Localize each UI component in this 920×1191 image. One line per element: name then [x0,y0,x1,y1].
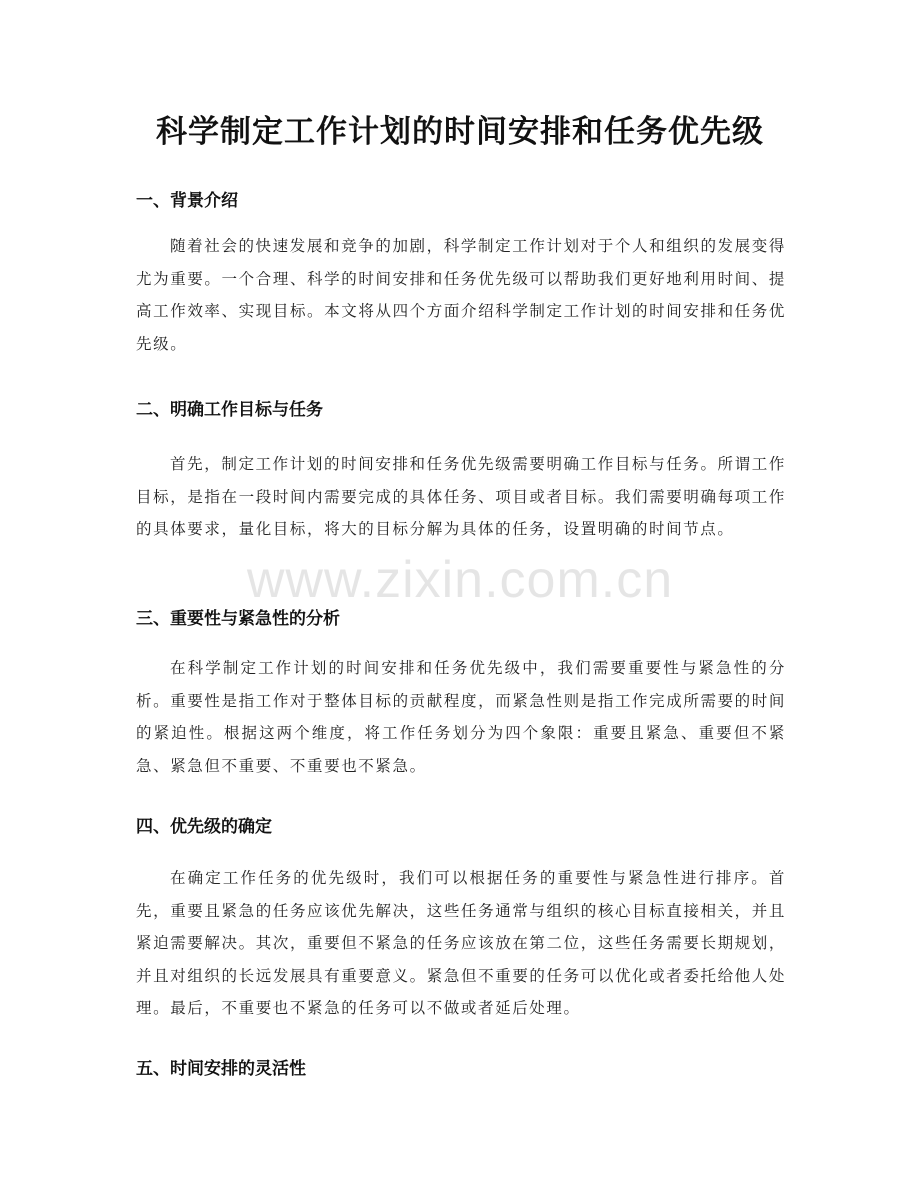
section-heading-background: 一、背景介绍 [136,191,238,211]
watermark: www.zixin.com.cn [246,551,674,609]
section-body-analysis: 在科学制定工作计划的时间安排和任务优先级中，我们需要重要性与紧急性的分析。重要性是指工作对于整体目标的贡献程度，而紧急性则是指工作完成所需要的时间的紧迫性。根据这两个维度，将工作任务划分为四个象限：重要且紧急、重要但不紧急、紧急但不重要、不重要也不紧急。 [136,659,786,775]
section-body-priority: 在确定工作任务的优先级时，我们可以根据任务的重要性与紧急性进行排序。首先，重要且紧急的任务应该优先解决，这些任务通常与组织的核心目标直接相关，并且紧迫需要解决。其次，重要但不紧急的任务应该放在第二位，这些任务需要长期规划，并且对组织的长远发展具有重要意义。紧急但不重要的任务可以优化或者委托给他人处理。最后，不重要也不紧急的任务可以不做或者延后处理。 [136,869,786,1017]
section-body-goals: 首先，制定工作计划的时间安排和任务优先级需要明确工作目标与任务。所谓工作目标，是指在一段时间内需要完成的具体任务、项目或者目标。我们需要明确每项工作的具体要求，量化目标，将大的目标分解为具体的任务，设置明确的时间节点。 [136,455,786,538]
section-heading-goals: 二、明确工作目标与任务 [136,400,323,420]
section-heading-priority: 四、优先级的确定 [136,817,272,837]
section-body-background: 随着社会的快速发展和竞争的加剧，科学制定工作计划对于个人和组织的发展变得尤为重要。一个合理、科学的时间安排和任务优先级可以帮助我们更好地利用时间、提高工作效率、实现目标。本文将从四个方面介绍科学制定工作计划的时间安排和任务优先级。 [136,237,786,353]
section-heading-flexibility: 五、时间安排的灵活性 [136,1059,306,1079]
document-title: 科学制定工作计划的时间安排和任务优先级 [156,114,764,150]
section-heading-analysis: 三、重要性与紧急性的分析 [136,609,340,629]
